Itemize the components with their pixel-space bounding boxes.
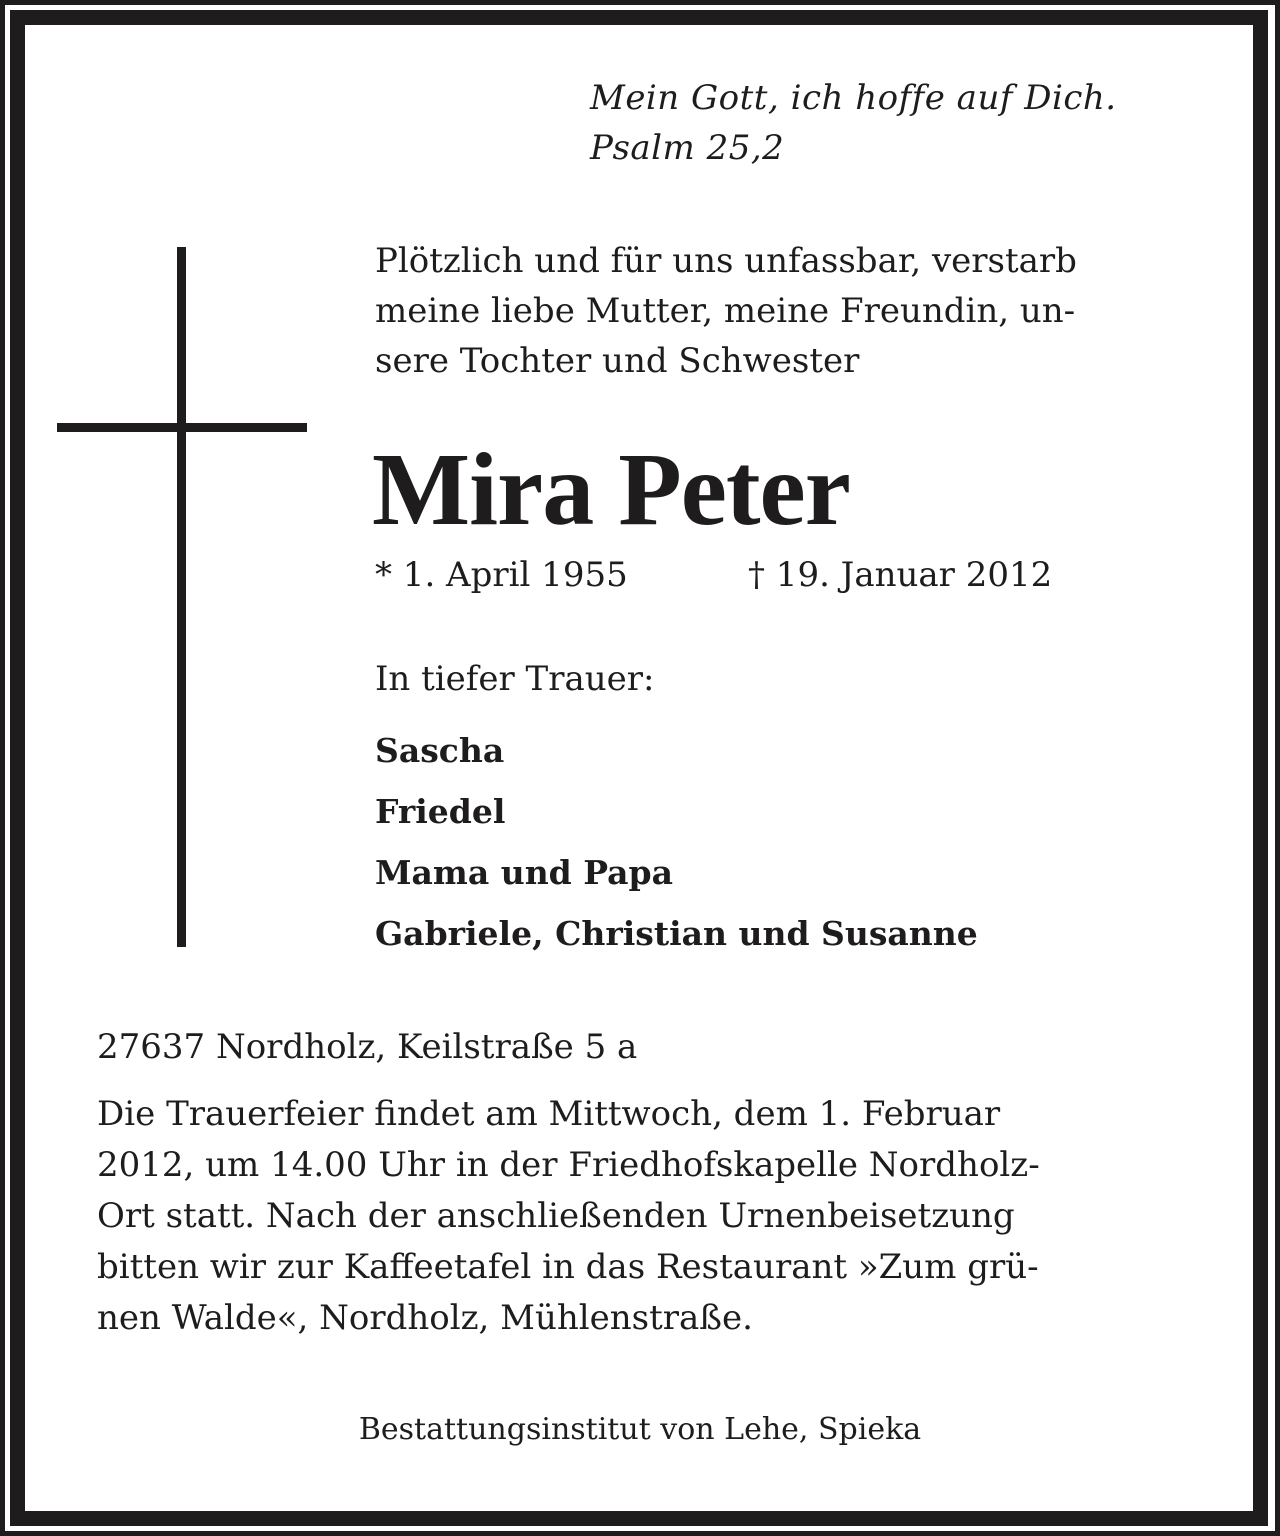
ceremony-line: nen Walde«, Nordholz, Mühlenstraße. [97,1298,753,1338]
ceremony-line: Die Trauerfeier findet am Mittwoch, dem 1. Februar [97,1094,1001,1134]
death-date: † 19. Januar 2012 [748,555,1053,595]
intro-line: sere Tochter und Schwester [375,341,860,381]
funeral-home: Bestattungsinstitut von Lehe, Spieka [358,1412,922,1447]
intro-line: Plötzlich und für uns unfassbar, verstarb [375,241,1077,281]
mourning-label: In tiefer Trauer: [375,659,655,699]
ceremony-line: 2012, um 14.00 Uhr in der Friedhofskapelle Nordholz- [97,1145,1040,1185]
quote-source: Psalm 25,2 [590,128,785,168]
ceremony-line: bitten wir zur Kaffeetafel in das Restaurant »Zum grü- [97,1247,1039,1287]
intro-line: meine liebe Mutter, meine Freundin, un- [375,291,1076,331]
quote-text: Mein Gott, ich hoffe auf Dich. [590,78,1117,118]
birth-date: * 1. April 1955 [375,555,628,595]
ceremony-line: Ort statt. Nach der anschließenden Urnenbeisetzung [97,1196,1015,1236]
mourner: Sascha [375,731,505,770]
mourner: Gabriele, Christian und Susanne [375,914,978,953]
mourner: Friedel [375,792,506,831]
address: 27637 Nordholz, Keilstraße 5 a [97,1027,638,1067]
mourner: Mama und Papa [375,853,674,892]
deceased-name: Mira Peter [372,432,850,547]
